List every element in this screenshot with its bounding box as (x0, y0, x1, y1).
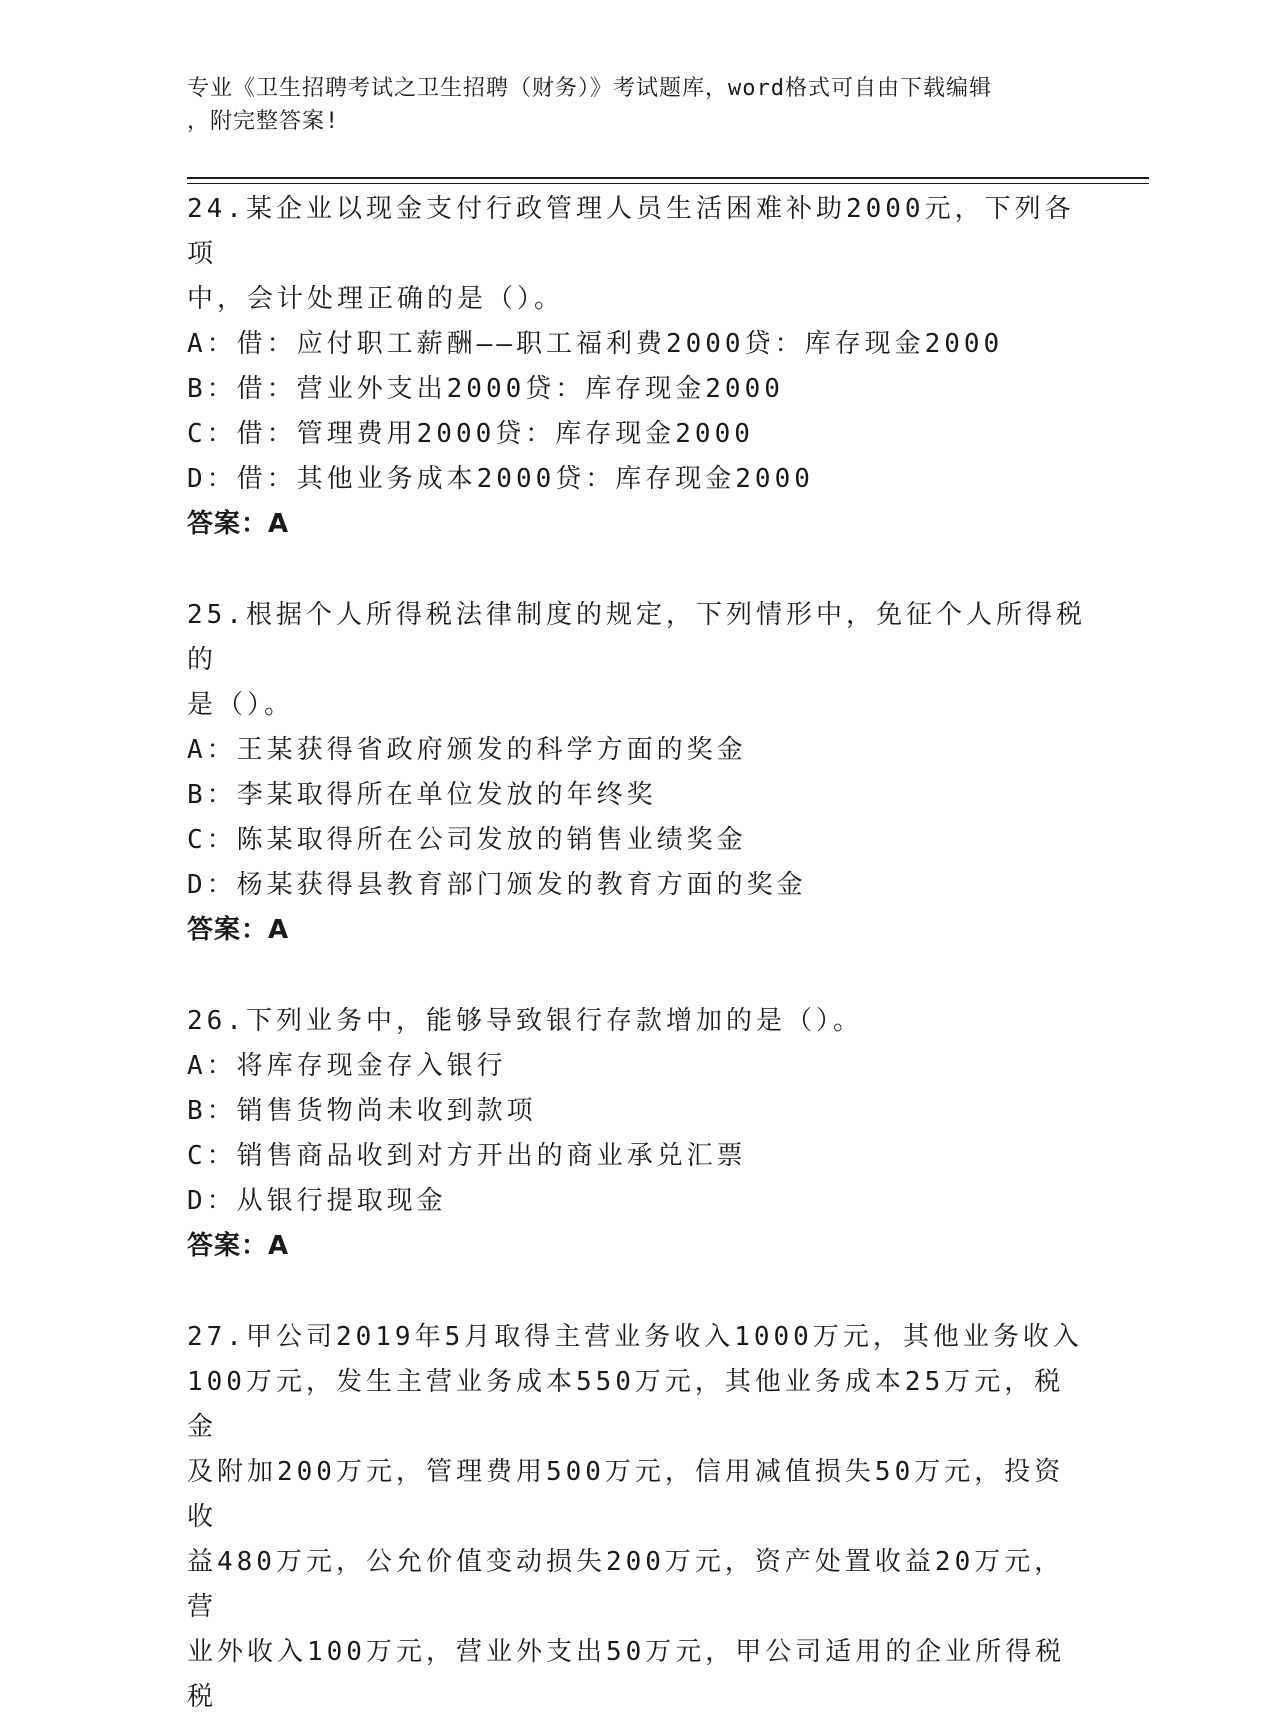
answer-line: 答案：A (187, 509, 290, 539)
option-a: A：王某获得省政府颁发的科学方面的奖金 (187, 735, 747, 765)
question-25 (187, 593, 1087, 953)
question-spacer (187, 547, 1087, 593)
question-stem-line: 25.根据个人所得税法律制度的规定，下列情形中，免征个人所得税的 (187, 600, 1086, 675)
option-a: A：将库存现金存入银行 (187, 1051, 507, 1081)
header-divider-thin (187, 183, 1149, 184)
question-stem-line: 100万元，发生主营业务成本550万元，其他业务成本25万元，税金 (187, 1367, 1065, 1442)
answer-line: 答案：A (187, 915, 290, 945)
header-line-2: ，附完整答案! (187, 109, 340, 134)
question-list (187, 187, 1087, 1720)
option-b: B：销售货物尚未收到款项 (187, 1096, 537, 1126)
option-b: B：李某取得所在单位发放的年终奖 (187, 780, 657, 810)
question-stem-line: 业外收入100万元，营业外支出50万元，甲公司适用的企业所得税税 (187, 1637, 1066, 1712)
option-d: D：杨某获得县教育部门颁发的教育方面的奖金 (187, 870, 807, 900)
question-stem-line: 及附加200万元，管理费用500万元，信用减值损失50万元，投资收 (187, 1457, 1065, 1532)
question-stem-line: 27.甲公司2019年5月取得主营业务收入1000万元，其他业务收入 (187, 1322, 1083, 1352)
answer-line: 答案：A (187, 1231, 290, 1261)
question-spacer (187, 953, 1087, 999)
header-divider-thick (187, 177, 1149, 179)
question-stem-line: 26.下列业务中，能够导致银行存款增加的是（）。 (187, 1006, 863, 1036)
question-stem-line: 24.某企业以现金支付行政管理人员生活困难补助2000元，下列各项 (187, 194, 1075, 269)
header-line-1: 专业《卫生招聘考试之卫生招聘（财务）》考试题库，word格式可自由下载编辑 (187, 76, 992, 101)
option-d: D：借：其他业务成本2000贷：库存现金2000 (187, 464, 814, 494)
document-header (187, 72, 1087, 138)
option-c: C：销售商品收到对方开出的商业承兑汇票 (187, 1141, 747, 1171)
option-d: D：从银行提取现金 (187, 1186, 447, 1216)
option-c: C：陈某取得所在公司发放的销售业绩奖金 (187, 825, 747, 855)
option-b: B：借：营业外支出2000贷：库存现金2000 (187, 374, 784, 404)
question-26 (187, 999, 1087, 1269)
option-a: A：借：应付职工薪酬——职工福利费2000贷：库存现金2000 (187, 329, 1004, 359)
question-24 (187, 187, 1087, 547)
question-stem-line: 是（）。 (187, 690, 295, 720)
question-spacer (187, 1269, 1087, 1315)
option-c: C：借：管理费用2000贷：库存现金2000 (187, 419, 754, 449)
question-stem-line: 益480万元，公允价值变动损失200万元，资产处置收益20万元，营 (187, 1547, 1065, 1622)
question-27 (187, 1315, 1087, 1720)
question-stem-line: 中，会计处理正确的是（）。 (187, 284, 565, 314)
